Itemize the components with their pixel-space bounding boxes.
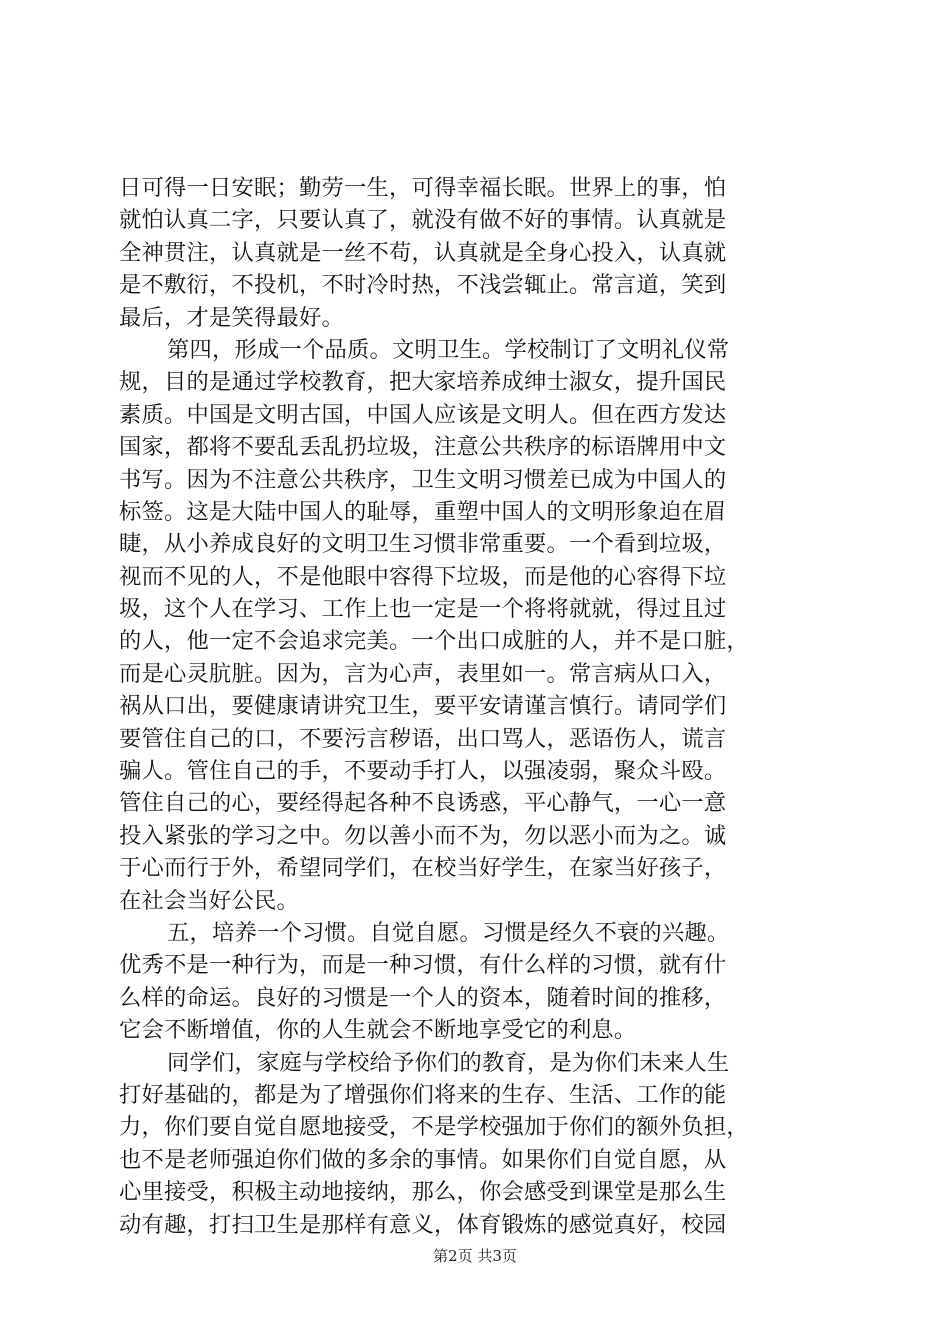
text-line: 圾，这个人在学习、工作上也一定是一个将将就就，得过且过 [119,596,727,623]
text-line: 也不是老师强迫你们做的多余的事情。如果你们自觉自愿，从 [119,1146,727,1173]
text-line: 在社会当好公民。 [119,887,299,914]
document-body [119,172,839,1241]
text-line: 规，目的是通过学校教育，把大家培养成绅士淑女，提升国民 [119,369,727,396]
paragraph-start-line: 第四，形成一个品质。文明卫生。学校制订了文明礼仪常 [167,336,730,363]
paragraph-start-line: 同学们，家庭与学校给予你们的教育，是为你们未来人生 [167,1049,730,1076]
page-number-label: 第2页 共3页 [433,1247,517,1265]
text-line: 于心而行于外，希望同学们，在校当好学生，在家当好孩子， [119,855,727,882]
text-line: 它会不断增值，你的人生就会不断地享受它的利息。 [119,1017,637,1044]
text-line: 素质。中国是文明古国，中国人应该是文明人。但在西方发达 [119,401,727,428]
text-line: 心里接受，积极主动地接纳，那么，你会感受到课堂是那么生 [119,1179,727,1206]
text-line: 投入紧张的学习之中。勿以善小而不为，勿以恶小而为之。诚 [119,822,727,849]
text-line: 而是心灵肮脏。因为，言为心声，表里如一。常言病从口入， [119,660,727,687]
text-line: 国家，都将不要乱丢乱扔垃圾，注意公共秩序的标语牌用中文 [119,434,727,461]
text-line: 标签。这是大陆中国人的耻辱，重塑中国人的文明形象迫在眉 [119,498,727,525]
text-line: 打好基础的，都是为了增强你们将来的生存、生活、工作的能 [119,1081,727,1108]
text-line: 骗人。管住自己的手，不要动手打人，以强凌弱，聚众斗殴。 [119,758,727,785]
text-line: 最后，才是笑得最好。 [119,304,344,331]
text-line: 管住自己的心，要经得起各种不良诱惑，平心静气，一心一意 [119,790,727,817]
paragraph-start-line: 五，培养一个习惯。自觉自愿。习惯是经久不衰的兴趣。 [167,919,730,946]
page-footer [0,1246,950,1266]
text-line: 的人，他一定不会追求完美。一个出口成脏的人，并不是口脏， [119,628,749,655]
text-line: 日可得一日安眠；勤劳一生，可得幸福长眠。世界上的事，怕 [119,175,727,201]
text-line: 优秀不是一种行为，而是一种习惯，有什么样的习惯，就有什 [119,952,727,979]
text-line: 视而不见的人，不是他眼中容得下垃圾，而是他的心容得下垃 [119,563,727,590]
text-line: 是不敷衍，不投机，不时冷时热，不浅尝辄止。常言道，笑到 [119,272,727,299]
text-line: 力，你们要自觉自愿地接受，不是学校强加于你们的额外负担， [119,1114,749,1141]
text-line: 动有趣，打扫卫生是那样有意义，体育锻炼的感觉真好，校园 [119,1211,727,1238]
text-line: 祸从口出，要健康请讲究卫生，要平安请谨言慎行。请同学们 [119,693,727,720]
text-line: 就怕认真二字，只要认真了，就没有做不好的事情。认真就是 [119,207,727,234]
text-line: 全神贯注，认真就是一丝不苟，认真就是全身心投入，认真就 [119,239,727,266]
text-line: 书写。因为不注意公共秩序，卫生文明习惯差已成为中国人的 [119,466,727,493]
text-line: 要管住自己的口，不要污言秽语，出口骂人，恶语伤人，谎言 [119,725,727,752]
text-line: 么样的命运。良好的习惯是一个人的资本，随着时间的推移， [119,984,727,1011]
text-line: 睫，从小养成良好的文明卫生习惯非常重要。一个看到垃圾， [119,531,727,558]
